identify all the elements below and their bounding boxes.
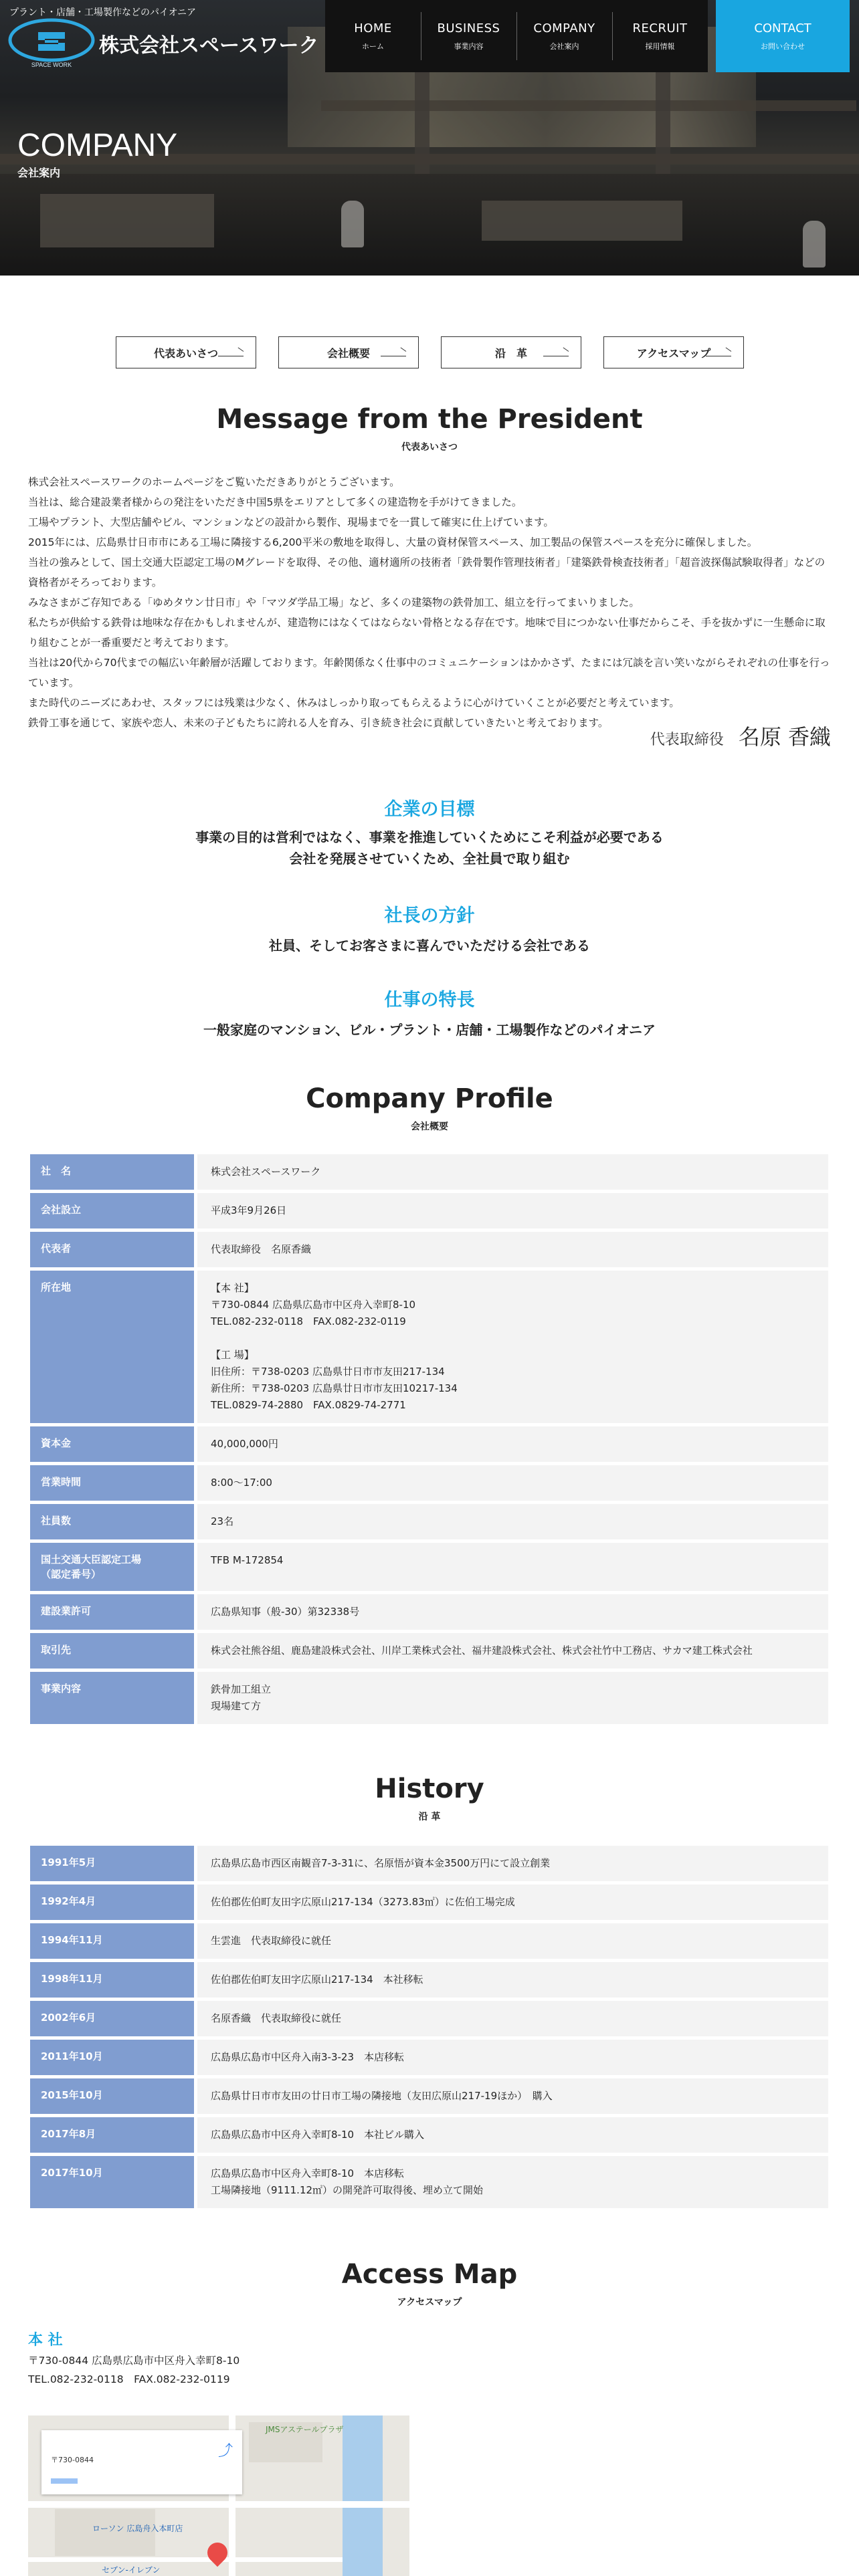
row-label: 国土交通大臣認定工場 （認定番号） bbox=[30, 1543, 194, 1591]
row-label: 所在地 bbox=[30, 1271, 194, 1423]
row-label: 2015年10月 bbox=[30, 2078, 194, 2114]
anchor-label: アクセスマップ bbox=[636, 346, 711, 360]
page-subtitle: 会社案内 bbox=[17, 167, 61, 179]
policy-heading: 社長の方針 bbox=[384, 905, 475, 926]
row-label: 1991年5月 bbox=[30, 1846, 194, 1881]
row-label: 社員数 bbox=[30, 1504, 194, 1539]
row-value: 名原香織 代表取締役に就任 bbox=[197, 2001, 828, 2036]
goal-heading: 企業の目標 bbox=[384, 799, 475, 820]
nav-label: HOME bbox=[354, 21, 392, 35]
nav-label: COMPANY bbox=[533, 21, 595, 35]
message-paragraph: 鉄骨工事を通じて、家族や恋人、未来の子どもたちに誇れる人を育み、引き続き社会に貢献していきたいと考えております。 bbox=[28, 717, 609, 729]
table-row bbox=[30, 2156, 828, 2208]
row-value: 佐伯郡佐伯町友田字広原山217-134 本社移転 bbox=[197, 1962, 828, 1998]
president-signature bbox=[650, 720, 831, 751]
access-subheading: アクセスマップ bbox=[397, 2297, 462, 2308]
row-label: 社 名 bbox=[30, 1154, 194, 1190]
contact-label: CONTACT bbox=[754, 21, 812, 35]
row-value: 広島県広島市中区舟入幸町8-10 本店移転 工場隣接地（9111.12㎡）の開発許可取得後、埋め立て開始 bbox=[197, 2156, 828, 2208]
row-value: 広島県廿日市市友田の廿日市工場の隣接地（友田広原山217-19ほか） 購入 bbox=[197, 2078, 828, 2114]
table-row bbox=[30, 1885, 828, 1920]
row-label: 2011年10月 bbox=[30, 2040, 194, 2075]
row-label: 資本金 bbox=[30, 1426, 194, 1462]
page-title: COMPANY bbox=[17, 128, 178, 163]
anchor-history[interactable] bbox=[441, 336, 581, 368]
row-value: 株式会社熊谷組、鹿島建設株式会社、川岸工業株式会社、福井建設株式会社、株式会社竹中工務店、サカマ建工株式会社 bbox=[197, 1633, 828, 1669]
table-row bbox=[30, 2001, 828, 2036]
map-road bbox=[28, 2557, 343, 2562]
message-paragraph: 株式会社スペースワークのホームページをご覧いただきありがとうございます。 bbox=[28, 476, 400, 488]
map-river bbox=[343, 2416, 383, 2576]
anchor-label: 沿 革 bbox=[494, 346, 527, 360]
table-row bbox=[30, 1232, 828, 1267]
table-row bbox=[30, 1426, 828, 1462]
map-info-card[interactable] bbox=[41, 2430, 242, 2494]
table-row bbox=[30, 1504, 828, 1539]
policy-text: 社員、そしてお客さまに喜んでいただける会社である bbox=[269, 938, 590, 954]
message-paragraph: 私たちが供給する鉄骨は地味な存在かもしれませんが、建造物にはなくてはならない骨格となる存在です。地味で目につかない仕事だからこそ、手を抜かずに一生懸命に取り組むことが一番重要だと考えております。 bbox=[28, 617, 826, 649]
row-value: 広島県広島市西区南観音7-3-31に、名原悟が資本金3500万円にて設立創業 bbox=[197, 1846, 828, 1881]
office-tel: TEL.082-232-0118 FAX.082-232-0119 bbox=[28, 2373, 230, 2385]
row-value: 23名 bbox=[197, 1504, 828, 1539]
profile-heading: Company Profile bbox=[306, 1083, 553, 1114]
row-label: 2017年8月 bbox=[30, 2117, 194, 2153]
message-paragraph: 工場やプラント、大型店舗やビル、マンションなどの設計から製作、現場までを一貫して確実に仕上げています。 bbox=[28, 516, 554, 528]
table-row bbox=[30, 2078, 828, 2114]
row-value: 広島県広島市中区舟入南3-3-23 本店移転 bbox=[197, 2040, 828, 2075]
table-row bbox=[30, 1193, 828, 1228]
arrow-right-icon bbox=[218, 351, 244, 356]
feature-heading: 仕事の特長 bbox=[384, 990, 475, 1010]
history-subheading: 沿 革 bbox=[418, 1812, 441, 1822]
row-label: 建設業許可 bbox=[30, 1594, 194, 1630]
row-label: 1998年11月 bbox=[30, 1962, 194, 1998]
signature-title: 代表取締役 bbox=[650, 732, 724, 748]
message-paragraph: 当社は、総合建設業者様からの発注をいただき中国5県をエリアとして多くの建造物を手がけてきました。 bbox=[28, 496, 522, 508]
table-row bbox=[30, 1465, 828, 1501]
row-label: 会社設立 bbox=[30, 1193, 194, 1228]
message-paragraph: 当社の強みとして、国土交通大臣認定工場のMグレードを取得、その他、適材適所の技術者「鉄骨製作管理技術者」「建築鉄骨検査技術者」「超音波探傷試験取得者」などの資格者がそろっております。 bbox=[28, 556, 826, 588]
map-road bbox=[28, 2501, 409, 2508]
history-heading: History bbox=[375, 1774, 484, 1804]
message-paragraph: 当社は20代から70代までの幅広い年齢層が活躍しております。年齢関係なく仕事中のコミュニケーションはかかさず、たまには冗談を言い笑いながらそれぞれの仕事を行っています。 bbox=[28, 657, 830, 689]
row-value: 【本 社】 〒730-0844 広島県広島市中区舟入幸町8-10 TEL.082-232-0118 FAX.082-232-0119 【工 場】 旧住所：〒738-0203 広島県廿日市市友田217-134 新住所：〒738-0203 広島県廿日市市友田10217-134 TEL.0829-74-2880 FAX.0829-74-2771 bbox=[197, 1271, 828, 1423]
table-row bbox=[30, 1962, 828, 1998]
message-subheading: 代表あいさつ bbox=[401, 442, 458, 453]
nav-recruit[interactable] bbox=[612, 0, 708, 72]
row-value: 平成3年9月26日 bbox=[197, 1193, 828, 1228]
anchor-message[interactable] bbox=[116, 336, 256, 368]
arrow-right-icon bbox=[706, 351, 731, 356]
row-label: 1994年11月 bbox=[30, 1923, 194, 1959]
feature-text: 一般家庭のマンション、ビル・プラント・店舗・工場製作などのパイオニア bbox=[203, 1022, 656, 1038]
map-place-label: ローソン 広島舟入本町店 bbox=[92, 2524, 183, 2533]
table-row bbox=[30, 1672, 828, 1724]
table-row bbox=[30, 1543, 828, 1591]
nav-business[interactable] bbox=[421, 0, 516, 72]
google-map[interactable] bbox=[28, 2416, 409, 2576]
table-row bbox=[30, 1271, 828, 1423]
table-row bbox=[30, 1594, 828, 1630]
anchor-label: 代表あいさつ bbox=[153, 346, 218, 360]
office-label: 本 社 bbox=[28, 2332, 63, 2349]
row-value: 8:00〜17:00 bbox=[197, 1465, 828, 1501]
profile-subheading: 会社概要 bbox=[411, 1121, 448, 1132]
site-logo[interactable] bbox=[8, 17, 319, 70]
table-row bbox=[30, 2117, 828, 2153]
logo-mark-icon bbox=[8, 17, 95, 70]
nav-sub: 採用情報 bbox=[645, 41, 675, 51]
nav-label: BUSINESS bbox=[437, 21, 500, 35]
row-label: 1992年4月 bbox=[30, 1885, 194, 1920]
anchor-profile[interactable] bbox=[278, 336, 419, 368]
row-value: 鉄骨加工組立 現場建て方 bbox=[197, 1672, 828, 1724]
table-row bbox=[30, 1923, 828, 1959]
message-heading: Message from the President bbox=[216, 404, 643, 435]
row-value: 40,000,000円 bbox=[197, 1426, 828, 1462]
history-table bbox=[30, 1846, 828, 2212]
row-value: TFB M-172854 bbox=[197, 1543, 828, 1591]
map-card-link[interactable] bbox=[51, 2478, 78, 2484]
profile-table bbox=[30, 1154, 828, 1727]
message-paragraph: 2015年には、広島県廿日市市にある工場に隣接する6,200平米の敷地を取得し、大量の資材保管スペース、加工製品の保管スペースを充分に確保しました。 bbox=[28, 536, 758, 548]
anchor-access[interactable] bbox=[603, 336, 744, 368]
global-nav bbox=[325, 0, 708, 72]
contact-sub: お問い合わせ bbox=[761, 41, 805, 51]
table-row bbox=[30, 1846, 828, 1881]
nav-sub: ホーム bbox=[362, 41, 384, 51]
row-label: 事業内容 bbox=[30, 1672, 194, 1724]
company-name: 株式会社スペースワーク bbox=[99, 34, 319, 58]
signature-name: 名原 香織 bbox=[738, 724, 831, 750]
arrow-right-icon bbox=[543, 351, 569, 356]
row-value: 生雲進 代表取締役に就任 bbox=[197, 1923, 828, 1959]
president-message bbox=[28, 472, 831, 733]
nav-home[interactable] bbox=[325, 0, 421, 72]
map-pin-icon[interactable] bbox=[203, 2539, 231, 2567]
anchor-label: 会社概要 bbox=[326, 346, 370, 360]
office-address: 〒730-0844 広島県広島市中区舟入幸町8-10 bbox=[28, 2355, 240, 2367]
logo-sub-text: SPACE WORK bbox=[31, 62, 72, 68]
table-row bbox=[30, 2040, 828, 2075]
map-place-label: セブン-イレブン bbox=[102, 2565, 161, 2575]
directions-icon[interactable]: ⤴ bbox=[217, 2443, 233, 2460]
nav-company[interactable] bbox=[516, 0, 612, 72]
row-label: 2002年6月 bbox=[30, 2001, 194, 2036]
row-label: 代表者 bbox=[30, 1232, 194, 1267]
row-value: 広島県広島市中区舟入幸町8-10 本社ビル購入 bbox=[197, 2117, 828, 2153]
nav-sub: 事業内容 bbox=[454, 41, 484, 51]
arrow-right-icon bbox=[381, 351, 406, 356]
row-label: 2017年10月 bbox=[30, 2156, 194, 2208]
goal-text: 事業の目的は営利ではなく、事業を推進していくためにこそ利益が必要である 会社を発展させていくため、全社員で取り組む bbox=[195, 829, 664, 867]
contact-button[interactable] bbox=[716, 0, 850, 72]
table-row bbox=[30, 1154, 828, 1190]
access-heading: Access Map bbox=[341, 2259, 518, 2290]
row-value: 佐伯郡佐伯町友田字広原山217-134（3273.83㎡）に佐伯工場完成 bbox=[197, 1885, 828, 1920]
row-label: 営業時間 bbox=[30, 1465, 194, 1501]
nav-sub: 会社案内 bbox=[549, 41, 579, 51]
office-address-block bbox=[28, 2351, 240, 2389]
message-paragraph: また時代のニーズにあわせ、スタッフには残業は少なく、休みはしっかり取ってもらえるように心がけていくことが必要だと考えています。 bbox=[28, 697, 680, 709]
row-value: 広島県知事（般-30）第32338号 bbox=[197, 1594, 828, 1630]
header-tagline: プラント・店舗・工場製作などのパイオニア bbox=[9, 7, 197, 18]
row-value: 株式会社スペースワーク bbox=[197, 1154, 828, 1190]
table-row bbox=[30, 1633, 828, 1669]
row-value: 代表取締役 名原香織 bbox=[197, 1232, 828, 1267]
map-card-code: 〒730-0844 bbox=[51, 2456, 94, 2464]
anchor-nav bbox=[116, 336, 744, 368]
nav-label: RECRUIT bbox=[632, 21, 688, 35]
row-label: 取引先 bbox=[30, 1633, 194, 1669]
map-place-label: JMSアステールプラザ bbox=[266, 2425, 344, 2434]
message-paragraph: みなさまがご存知である「ゆめタウン廿日市」や「マツダ学品工場」など、多くの建築物の鉄骨加工、組立を行ってまいりました。 bbox=[28, 597, 640, 609]
